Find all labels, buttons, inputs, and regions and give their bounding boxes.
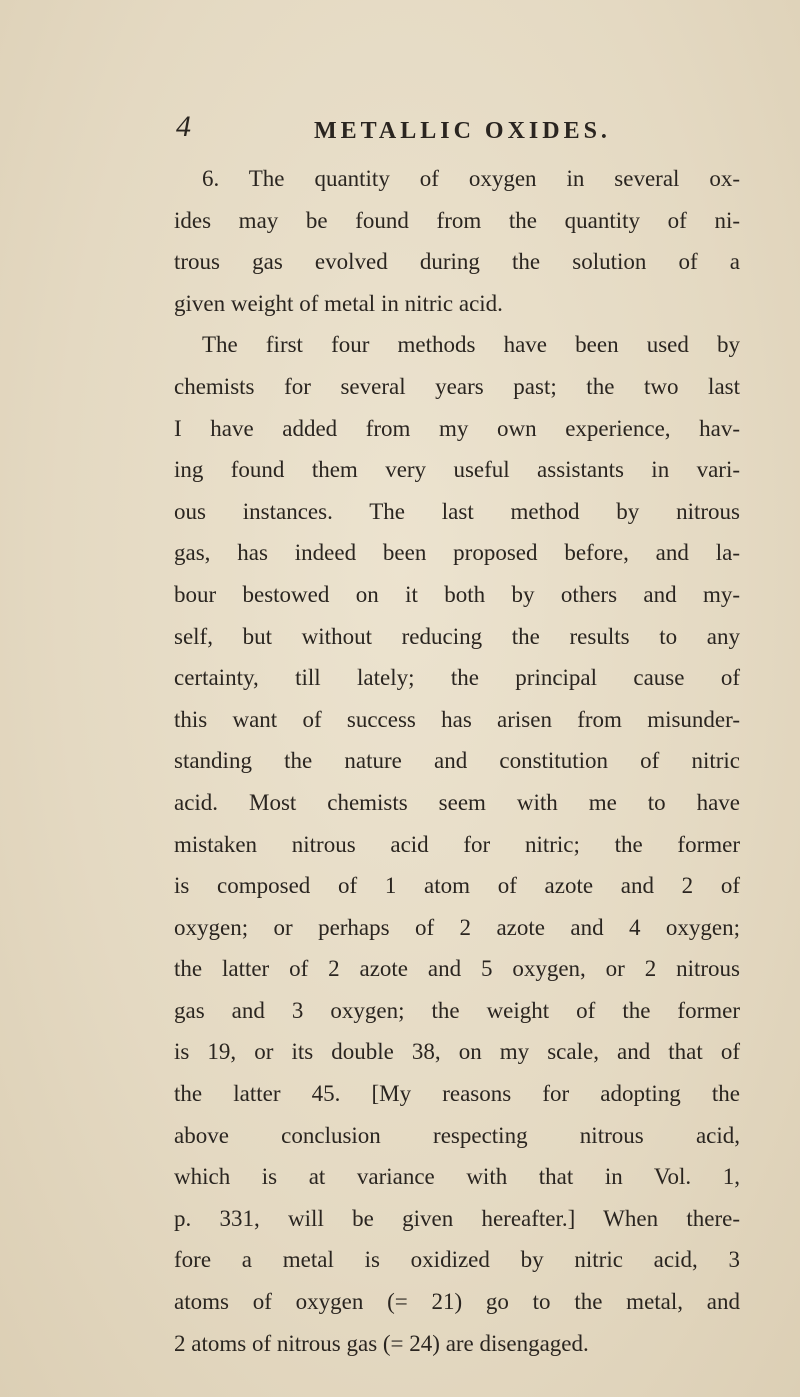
- text-line: ides may be found from the quantity of ni-: [174, 207, 740, 233]
- running-head: METALLIC OXIDES.: [314, 118, 611, 144]
- text-line: mistaken nitrous acid for nitric; the former: [174, 831, 740, 857]
- text-line: is composed of 1 atom of azote and 2 of: [174, 873, 740, 899]
- text-line: p. 331, will be given hereafter.] When there-: [174, 1205, 740, 1231]
- text-line: bour bestowed on it both by others and my-: [174, 581, 740, 607]
- text-line: is 19, or its double 38, on my scale, and that of: [174, 1039, 740, 1065]
- page-header: [0, 110, 800, 150]
- text-line: gas and 3 oxygen; the weight of the former: [174, 997, 740, 1023]
- text-line: oxygen; or perhaps of 2 azote and 4 oxygen;: [174, 914, 740, 940]
- body-text: [174, 158, 740, 1364]
- text-line: fore a metal is oxidized by nitric acid, 3: [174, 1247, 740, 1273]
- text-line: ous instances. The last method by nitrous: [174, 498, 740, 524]
- page-number: 4: [176, 110, 192, 143]
- text-line: above conclusion respecting nitrous acid,: [174, 1122, 740, 1148]
- text-line: atoms of oxygen (= 21) go to the metal, and: [174, 1289, 740, 1315]
- text-line: self, but without reducing the results to any: [174, 623, 740, 649]
- text-line: the latter of 2 azote and 5 oxygen, or 2 nitrous: [174, 956, 740, 982]
- text-line: The first four methods have been used by: [202, 332, 740, 358]
- text-line: given weight of metal in nitric acid.: [174, 290, 503, 316]
- text-line: gas, has indeed been proposed before, and la-: [174, 540, 740, 566]
- text-line: I have added from my own experience, hav-: [174, 415, 740, 441]
- text-line: 2 atoms of nitrous gas (= 24) are disengaged.: [174, 1330, 589, 1356]
- text-line: acid. Most chemists seem with me to have: [174, 789, 740, 815]
- text-line: which is at variance with that in Vol. 1,: [174, 1164, 740, 1190]
- text-line: the latter 45. [My reasons for adopting the: [174, 1081, 740, 1107]
- text-line: trous gas evolved during the solution of a: [174, 249, 740, 275]
- text-line: chemists for several years past; the two last: [174, 373, 740, 399]
- text-line: this want of success has arisen from misunder-: [174, 706, 740, 732]
- text-line: standing the nature and constitution of nitric: [174, 748, 740, 774]
- text-line: ing found them very useful assistants in vari-: [174, 457, 740, 483]
- text-line: 6. The quantity of oxygen in several ox-: [202, 166, 740, 191]
- text-line: certainty, till lately; the principal cause of: [174, 665, 740, 691]
